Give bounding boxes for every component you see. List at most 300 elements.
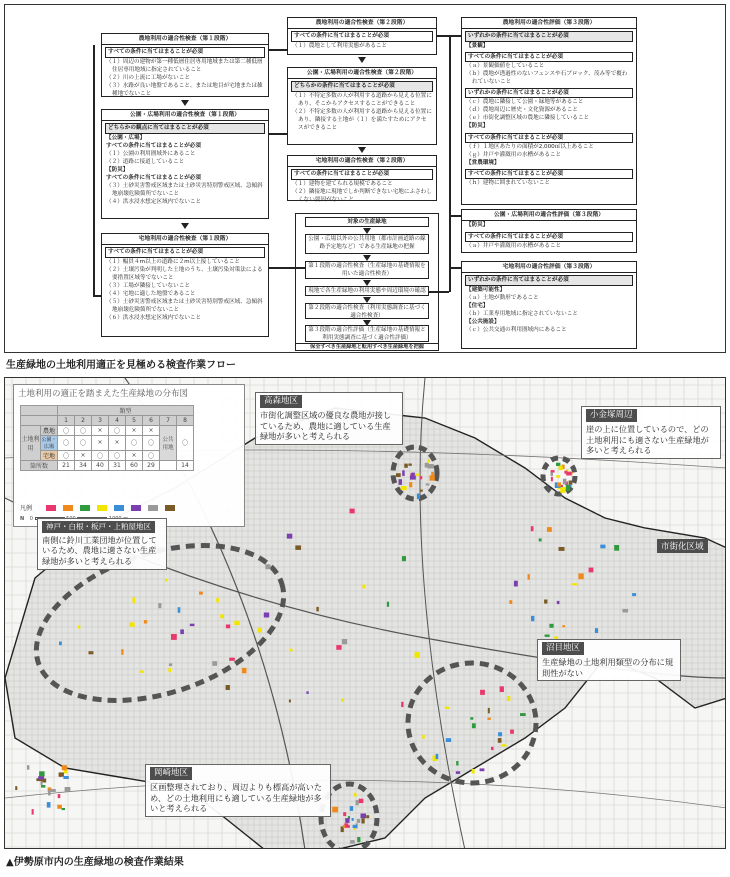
scale-label: 0 [29, 516, 33, 522]
parcel-mark [544, 600, 547, 604]
farm-stage3-item: （ａ）景観価値をしていること [466, 62, 545, 69]
park-stage2-title: 公園・広場利用の適合性検査（第２段階） [288, 68, 436, 79]
farm-stage2-item: （１）農地として利用実態があること [292, 42, 388, 49]
park-stage1-title: 公園・広場利用の適合性検査（第１段階） [102, 110, 268, 121]
farm-stage3-box [461, 17, 637, 205]
legend-swatch [97, 505, 107, 511]
farm-stage3-subheading: 【営農環境】 [466, 159, 500, 166]
parcel-mark [361, 818, 364, 823]
parcel-mark [531, 526, 534, 531]
legend-type-number: 1 [58, 416, 75, 426]
legend-cell [21, 416, 58, 426]
house-stage1-condition: すべての条件に当てはまることが必須 [105, 247, 265, 257]
parcel-mark [622, 609, 628, 613]
parcel-mark [171, 634, 177, 640]
parcel-mark [350, 806, 353, 811]
farm-stage3-item: （ｅ）市街化調整区域の農地に隣接していること [466, 115, 590, 122]
parcel-mark [350, 509, 355, 514]
parcel-mark [404, 464, 408, 468]
legend-row-group: 土地利用 [21, 425, 41, 460]
parcel-mark [50, 789, 56, 792]
parcel-mark [446, 738, 451, 742]
parcel-mark [216, 598, 219, 602]
farm-stage3-condition: いずれかの条件に当てはまることが必須 [465, 31, 633, 41]
parcel-mark [556, 475, 560, 478]
parcel-mark [509, 600, 512, 604]
house-stage2-item: （１）建物を建てられる規模であること [292, 180, 393, 187]
parcel-mark [507, 696, 510, 701]
parcel-mark [357, 837, 360, 842]
legend-cell: × [126, 450, 143, 460]
park-stage1-item: （２）道路に接道していること [106, 158, 185, 165]
parcel-mark [47, 802, 51, 808]
connector-line [269, 267, 305, 269]
parcel-mark [180, 629, 184, 634]
parcel-mark [456, 771, 460, 774]
parcel-mark [59, 642, 62, 646]
legend-cell: × [75, 450, 92, 460]
flow-step-text: 現地で各生産緑地の利用実態や周辺環境の確認 [308, 288, 426, 294]
parcel-mark [564, 471, 567, 474]
parcel-mark [356, 800, 359, 805]
legend-type-label: 類型 [58, 406, 194, 416]
connector-line [93, 45, 95, 295]
parcel-mark [289, 700, 291, 703]
callout-heading: 小金塚周辺 [586, 409, 637, 422]
flow-caption: 生産緑地の土地利用適正を見極める検査作業フロー [6, 360, 236, 371]
park-stage1-condition: すべての条件に当てはまることが必須 [106, 175, 201, 182]
farm-stage2-condition: すべての条件に当てはまることが必須 [291, 31, 433, 41]
parcel-mark [436, 754, 439, 759]
parcel-mark [557, 482, 561, 486]
legend-cell: 〇 [75, 435, 92, 450]
callout-body: 南側に鈴川工業団地が位置しているため、農地に適さない生産緑地が多いと考えられる [42, 534, 157, 567]
parcel-mark [65, 787, 71, 791]
parcel-mark [354, 793, 357, 797]
legend-cell: 〇 [58, 425, 75, 435]
urbanization-area-label: 市街化区域 [657, 539, 708, 553]
house-stage1-item: （６）洪水浸水想定区域内でないこと [106, 315, 202, 322]
house-stage3-item: （ａ）土地が動形であること [466, 294, 539, 301]
legend-count: 29 [143, 460, 160, 470]
legend-type-number: 6 [143, 416, 160, 426]
parcel-mark [62, 765, 67, 770]
parcel-mark [265, 564, 270, 569]
parcel-mark [359, 799, 364, 803]
flow-step-text: 第２段階の適合性検査（利用実態調査に基づく適合性検査） [308, 305, 426, 320]
parcel-mark [158, 603, 161, 608]
parcel-mark [363, 585, 366, 589]
farm-stage3-item: （ｃ）農地に隣接して公園・緑地等があること [466, 99, 584, 106]
parcel-mark [59, 772, 64, 776]
parcel-mark [539, 538, 542, 541]
legend-swatch-row [46, 505, 175, 511]
parcel-mark [566, 485, 570, 491]
parcel-mark [551, 477, 553, 482]
parcel-mark [63, 776, 68, 779]
legend-type-number: 8 [177, 416, 194, 426]
farm-stage3-condition: すべての条件に当てはまることが必須 [465, 52, 633, 62]
kokanezuka-callout [581, 406, 721, 459]
callout-heading: 神戸・白根・板戸・上粕屋地区 [42, 521, 155, 533]
parcel-mark [41, 781, 43, 785]
parcel-mark [480, 690, 485, 695]
farm-stage1-condition: すべての条件に当てはまることが必須 [105, 47, 265, 57]
parcel-mark [514, 581, 518, 587]
connector-line [449, 215, 461, 217]
legend-count: 34 [75, 460, 92, 470]
legend-swatch [46, 505, 56, 511]
park-stage1-condition: どちらかの観点に当てはまることが必須 [105, 123, 265, 133]
parcel-mark [411, 473, 415, 476]
house-stage2-title: 宅地利用の適合性検査（第２段階） [288, 156, 436, 167]
park-stage2-item: （１）不特定多数の人が利用する道路から見える位置にあり、そこからアクセスすることができること [292, 92, 432, 107]
parcel-mark [178, 607, 181, 613]
parcel-mark [357, 819, 360, 823]
parcel-mark [27, 765, 29, 770]
legend-cell: 〇 [177, 425, 194, 460]
parcel-mark [341, 699, 344, 702]
parcel-mark [456, 761, 458, 766]
legend-cell: 〇 [58, 435, 75, 450]
house-stage3-box [461, 261, 637, 349]
parcel-mark [557, 601, 560, 604]
legend-cell: × [92, 425, 109, 435]
parcel-mark [144, 620, 147, 623]
farm-stage3-item: （ｂ）農地が透過性のないフェンスや石ブロック、茂み等で覆われていないこと [466, 70, 628, 85]
parcel-mark [15, 786, 17, 790]
legend-cell: 〇 [143, 450, 160, 460]
legend-swatches [20, 503, 175, 512]
parcel-mark [353, 825, 357, 828]
park-stage2-box [287, 67, 437, 145]
legend-cell: 〇 [92, 450, 109, 460]
legend-count: 21 [58, 460, 75, 470]
parcel-mark [220, 614, 224, 618]
parcel-mark [168, 668, 171, 672]
parcel-mark [415, 652, 420, 658]
park-stage1-item: （１）公園の利用圏域外にあること [106, 150, 196, 157]
parcel-mark [133, 597, 136, 603]
parcel-mark [472, 769, 475, 774]
parcel-mark [491, 747, 494, 750]
parcel-mark [426, 484, 430, 486]
house-stage2-box [287, 155, 437, 201]
parcel-mark [510, 730, 514, 734]
parcel-mark [234, 621, 240, 625]
parcel-mark [345, 818, 349, 823]
parcel-mark [428, 464, 434, 469]
parcel-mark [226, 685, 230, 690]
farm-stage1-item: （２）川の上流に工場がないこと [106, 74, 190, 81]
parcel-mark [498, 732, 502, 736]
legend-cell: 〇 [126, 435, 143, 450]
legend-count: 40 [92, 460, 109, 470]
house-stage1-box [101, 233, 269, 337]
parcel-mark [352, 818, 354, 821]
parcel-mark [361, 814, 367, 819]
legend-swatch [148, 505, 158, 511]
farm-stage1-item: （１）周辺の建物が第一種低層住居専用地域または第二種低層住居専用地域に指定されていること [106, 58, 263, 73]
park-stage3-title: 公園・広場利用の適合性評価（第３段階） [462, 210, 636, 221]
flow-step [305, 217, 429, 227]
parcel-mark [121, 649, 123, 655]
farm-stage1-item: （３）水路が良い地盤であること、または地目が宅地または雑種地でないこと [106, 82, 263, 97]
parcel-mark [559, 547, 565, 551]
parcel-mark [39, 771, 45, 776]
park-stage3-condition: すべての条件に当てはまることが必須 [465, 232, 633, 242]
parcel-mark [190, 624, 195, 626]
connector-line [269, 49, 287, 51]
parcel-mark [472, 723, 476, 728]
house-stage3-subheading: 【公共施設】 [466, 318, 500, 325]
parcel-mark [345, 825, 350, 828]
parcel-mark [556, 463, 560, 466]
parcel-mark [62, 808, 65, 810]
park-stage1-item: （４）洪水浸水想定区域内でないこと [106, 199, 202, 206]
legend-cell: × [109, 435, 126, 450]
legend-cell: 〇 [75, 425, 92, 435]
farm-stage3-item: （ｄ）農地周辺に歴史・文化資源があること [466, 107, 578, 114]
parcel-mark [549, 624, 553, 628]
house-stage3-condition: いずれかの条件に当てはまることが必須 [465, 275, 633, 285]
parcel-mark [500, 686, 504, 692]
farm-stage1-title: 農地利用の適合性検査（第１段階） [102, 34, 268, 45]
legend-cell: 〇 [143, 435, 160, 450]
numata-callout [537, 639, 681, 681]
parcel-mark [420, 476, 423, 479]
parcel-mark [562, 625, 565, 627]
parcel-mark [169, 663, 172, 666]
flow-step [305, 261, 429, 279]
parcel-mark [563, 479, 567, 485]
parcel-mark [242, 668, 247, 674]
parcel-mark [470, 717, 473, 720]
house-stage1-item: （４）宅地に適した地盤であること [106, 290, 196, 297]
parcel-mark [396, 473, 401, 477]
parcel-mark [410, 475, 416, 479]
parcel-mark [336, 645, 341, 650]
house-stage3-subheading: 【建築可能性】 [466, 286, 506, 293]
farm-stage2-box [287, 17, 437, 55]
legend-cell: 〇 [58, 450, 75, 460]
legend-cell: × [92, 435, 109, 450]
callout-heading: 高森地区 [260, 395, 302, 408]
park-stage2-item: （２）不特定多数の人が利用する道路から見える位置にあり、隣接する土地が（１）を満たすためにアクセスができること [292, 108, 432, 131]
legend-swatch [80, 505, 90, 511]
parcel-mark [632, 593, 636, 596]
connector-line [429, 291, 449, 293]
arrow-icon [358, 147, 366, 153]
legend-count [160, 460, 177, 470]
legend-swatch [114, 505, 124, 511]
legend-swatch [165, 505, 175, 511]
parcel-mark [58, 794, 61, 798]
parcel-mark [578, 573, 583, 579]
parcel-mark [401, 702, 403, 707]
legend-swatch [131, 505, 141, 511]
parcel-mark [316, 607, 318, 612]
north-arrow-icon: N [20, 516, 25, 522]
parcel-mark [589, 568, 594, 573]
parcel-mark [417, 494, 420, 500]
legend-type-number: 2 [75, 416, 92, 426]
park-stage2-condition: どちらかの条件に当てはまることが必須 [291, 81, 433, 91]
legend-cell: × [126, 425, 143, 435]
legend-table [20, 405, 194, 471]
legend-swatch-label: 凡例 [20, 505, 33, 512]
parcel-mark [402, 556, 406, 561]
connector-line [437, 35, 461, 37]
house-stage1-item: （１）幅員４m以上の道路に２m以上接していること [106, 258, 240, 265]
park-stage1-subheading: 【公園・広場】 [106, 134, 146, 141]
callout-body: 区画整理されており、周辺よりも標高が高いため、どの土地利用にも適している生産緑地が多いと考えられる [150, 782, 322, 814]
legend-type-number: 3 [92, 416, 109, 426]
legend-count: 60 [126, 460, 143, 470]
parcel-mark [399, 479, 402, 485]
okazaki-callout [145, 764, 331, 817]
farm-stage3-item: （ｈ）建物に囲まれていないこと [466, 180, 550, 187]
parcel-mark [226, 625, 230, 629]
parcel-mark [600, 545, 605, 549]
farm-stage3-condition: いずれかの条件に当てはまることが必須 [465, 88, 633, 98]
house-stage3-subheading: 【住宅】 [466, 302, 489, 309]
parcel-mark [306, 691, 308, 694]
farm-stage3-item: （ｆ）１地区あたりの面積が2,000㎡以上あること [466, 143, 594, 150]
arrow-icon [181, 100, 189, 106]
legend-count: 31 [109, 460, 126, 470]
parcel-mark [595, 628, 598, 633]
connector-line [449, 267, 461, 269]
parcel-mark [572, 583, 577, 585]
parcel-mark [350, 840, 355, 844]
parcel-mark [295, 545, 301, 550]
parcel-mark [57, 805, 62, 809]
farm-stage3-condition: すべての条件に当てはまることが必須 [465, 169, 633, 179]
parcel-mark [614, 545, 619, 551]
parcel-mark [520, 713, 526, 716]
parcel-mark [560, 487, 566, 493]
parcel-mark [545, 635, 550, 637]
legend-cell: 〇 [109, 450, 126, 460]
parcel-mark [264, 613, 269, 618]
parcel-mark [89, 651, 94, 654]
house-stage3-item: （ｂ）工業専用地域に指定されていないこと [466, 310, 578, 317]
legend-swatch [63, 505, 73, 511]
parcel-mark [422, 735, 424, 739]
house-stage2-condition: すべての条件に当てはまることが必須 [291, 169, 433, 179]
parcel-mark [569, 481, 573, 485]
house-stage1-item: （２）土壌汚染が判明した土地のうち、土壌汚染対策法による要措置区域等でないこと [106, 266, 263, 281]
legend-title: 土地利用の適正を踏まえた生産緑地の分布図 [18, 389, 189, 399]
flow-step [305, 303, 429, 319]
flow-step-text: 保全すべき生産緑地と転用すべき生産緑地を把握 [310, 344, 424, 350]
arrow-icon [181, 223, 189, 229]
house-stage1-item: （３）工場が隣接していないこと [106, 282, 190, 289]
flow-step-text: 対象の生産緑地 [347, 219, 387, 225]
legend-row-label: 農地 [41, 425, 58, 435]
flow-result [295, 343, 439, 351]
house-stage1-title: 宅地利用の適合性検査（第１段階） [102, 234, 268, 245]
parcel-mark [342, 639, 347, 644]
parcel-mark [139, 671, 144, 673]
park-stage1-box [101, 109, 269, 219]
legend-count-label: 箇所数 [21, 460, 58, 470]
flow-step [305, 325, 429, 342]
parcel-mark [199, 592, 203, 595]
distribution-map [4, 377, 726, 849]
legend-cell: 〇 [109, 425, 126, 435]
arrow-icon [358, 57, 366, 63]
parcel-mark [547, 527, 552, 532]
legend-count: 14 [177, 460, 194, 470]
park-stage1-subheading: 【防災】 [106, 166, 129, 173]
legend-public-land: 公共用地 [160, 425, 177, 460]
house-stage3-title: 宅地利用の適合性評価（第３段階） [462, 262, 636, 273]
parcel-mark [531, 616, 534, 621]
parcel-mark [38, 776, 44, 780]
parcel-mark [551, 472, 554, 476]
parcel-mark [402, 470, 405, 476]
flow-step-text: 公園・広場以外の公共用地（都市計画道路の線路予定地など）である生産緑地の把握 [308, 236, 426, 251]
house-stage2-item: （２）隣接地に現地でしか判断できない宅地にふさわしくない要因がないこと [292, 188, 432, 203]
parcel-mark [212, 661, 217, 666]
flow-step [305, 234, 429, 254]
connector-line [269, 133, 287, 135]
parcel-mark [48, 790, 51, 795]
parcel-mark [559, 466, 563, 470]
connector-line [93, 295, 101, 297]
park-stage3-subheading: 【防災】 [466, 222, 489, 229]
legend-type-number: 4 [109, 416, 126, 426]
takamori-callout [255, 392, 403, 445]
parcel-mark [487, 718, 490, 720]
callout-heading: 岡崎地区 [150, 767, 192, 780]
park-stage3-box [461, 209, 637, 253]
parcel-mark [409, 482, 412, 487]
parcel-mark [165, 579, 168, 582]
callout-heading: 沼目地区 [542, 642, 584, 655]
parcel-mark [32, 809, 34, 815]
parcel-mark [78, 626, 81, 629]
map-legend [13, 384, 245, 527]
flow-step-text: 第３段階の適合性評価（生産緑地の基礎情報と利用実態調査に基づく適合性評価） [308, 327, 426, 342]
farm-stage3-subheading: 【防災】 [466, 123, 489, 130]
parcel-mark [528, 574, 530, 580]
parcel-mark [129, 622, 135, 626]
house-stage3-item: （ｃ）公共交通の利用圏域内にあること [466, 327, 567, 334]
legend-cell: × [143, 425, 160, 435]
legend-cell [21, 406, 58, 416]
parcel-mark [401, 486, 404, 489]
parcel-mark [343, 812, 346, 816]
park-stage3-item: （ａ）井戸や灌漑用の水槽があること [466, 242, 562, 249]
parcel-mark [498, 738, 502, 743]
parcel-mark [488, 708, 490, 713]
house-stage1-item: （５）土砂災害警戒区域または土砂災害特別警戒区域、急傾斜地崩壊危険箇所でないこと [106, 299, 263, 314]
parcel-mark [332, 807, 338, 813]
parcel-mark [431, 472, 434, 477]
flow-step-text: 第１段階の適合性検査（生産緑地の基礎情報を用いた適合性検査） [308, 263, 426, 278]
farm-stage2-title: 農地利用の適合性検査（第２段階） [288, 18, 436, 29]
parcel-mark [445, 707, 450, 709]
parcel-mark [415, 474, 420, 476]
parcel-mark [290, 649, 293, 652]
flow-step [305, 286, 429, 296]
parcel-mark [408, 464, 411, 466]
kando-callout [37, 518, 167, 570]
callout-body: 生産緑地の土地利用類型の分布に規則性がない [542, 657, 674, 678]
